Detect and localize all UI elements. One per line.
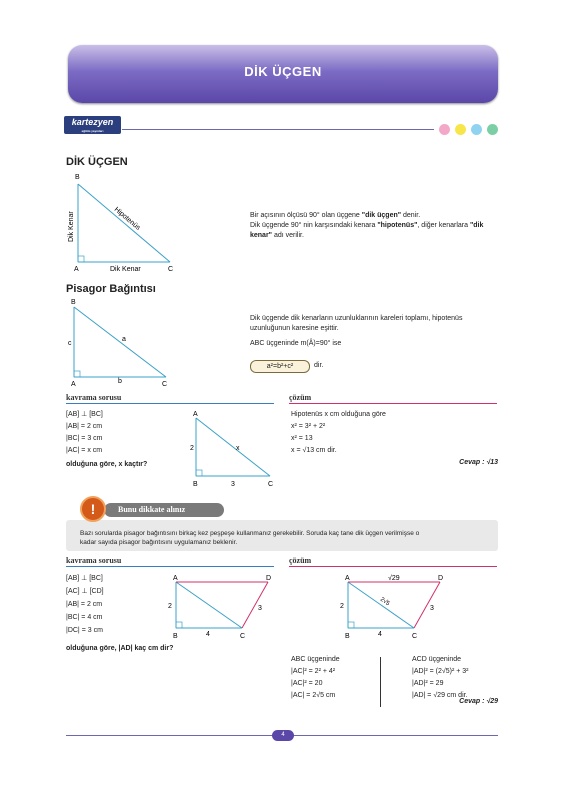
section-title-pisagor: Pisagor Bağıntısı xyxy=(66,283,156,295)
pythagoras-text: Dik üçgende dik kenarların uzunluklarının kareleri toplamı, hipotenüs uzunluğunun karesine eşittir. ABC üçgeninde m(Â)=90° ise xyxy=(250,315,463,347)
accent-dot-yellow xyxy=(455,124,466,135)
s2-answer: Cevap : √29 xyxy=(459,698,498,705)
warning-text: Bazı sorularda pisagor bağıntısını birkaç kez peşpeşe kullanmanız gerekebilir. Soruda kaç tane dik üçgen verilmişse o kadar sayıda pisagor bağıntısını uygulamanız beklenir. xyxy=(80,530,420,546)
vertex-b: B xyxy=(173,633,178,640)
side-ac-label: 2√5 xyxy=(378,596,391,608)
s2-left-steps: ABC üçgeninde |AC|² = 2² + 4² |AC|² = 20 |AC| = 2√5 cm xyxy=(291,656,340,699)
vertex-a: A xyxy=(345,575,350,582)
side-ab-label: 2 xyxy=(340,603,344,610)
q1-givens: [AB] ⊥ [BC] |AB| = 2 cm |BC| = 3 cm |AC| = x cm xyxy=(66,411,103,454)
side-ad-label: √29 xyxy=(388,575,400,582)
leg-label-horizontal: Dik Kenar xyxy=(110,266,141,273)
q2-question: olduğuna göre, |AD| kaç cm dir? xyxy=(66,645,174,652)
vertex-d: D xyxy=(438,575,444,582)
solution-divider xyxy=(380,657,381,707)
solution-tag: çözüm xyxy=(289,393,497,404)
vertex-a: A xyxy=(74,266,79,273)
vertex-c: C xyxy=(240,633,246,640)
side-ab-label: 2 xyxy=(168,603,172,610)
side-cd-label: 3 xyxy=(258,605,262,612)
vertex-b: B xyxy=(71,299,76,306)
vertex-b: B xyxy=(193,481,198,488)
exclamation-icon: ! xyxy=(80,496,106,522)
s1-steps: Hipotenüs x cm olduğuna göre x² = 3² + 2² x² = 13 x = √13 cm dir. xyxy=(291,411,386,454)
page-number: 4 xyxy=(272,730,294,741)
right-triangle-figure xyxy=(62,170,192,280)
s1-answer: Cevap : √13 xyxy=(459,459,498,466)
side-ab-label: 2 xyxy=(190,445,194,452)
formula-suffix: dir. xyxy=(314,362,324,369)
side-b-label: b xyxy=(118,378,122,385)
vertex-a: A xyxy=(193,411,198,418)
accent-dot-green xyxy=(487,124,498,135)
page-title: DİK ÜÇGEN xyxy=(244,64,322,79)
q1-question: olduğuna göre, x kaçtır? xyxy=(66,461,148,468)
q2-quadrilateral-figure xyxy=(166,572,278,642)
section-title-dik-ucgen: DİK ÜÇGEN xyxy=(66,156,128,168)
pythagoras-triangle-figure xyxy=(62,297,182,389)
warning-title: Bunu dikkate alınız xyxy=(104,503,224,517)
vertex-a: A xyxy=(71,381,76,388)
accent-dot-blue xyxy=(471,124,482,135)
solution-tag-2: çözüm xyxy=(289,556,497,567)
side-bc-label: 4 xyxy=(206,631,210,638)
side-bc-label: 4 xyxy=(378,631,382,638)
vertex-c: C xyxy=(268,481,274,488)
q2-givens: [AB] ⊥ [BC] [AC] ⊥ [CD] |AB| = 2 cm |BC| = 4 cm |DC| = 3 cm xyxy=(66,575,104,634)
formula-box: a²=b²+c² xyxy=(250,360,310,373)
vertex-c: C xyxy=(162,381,168,388)
publisher-logo: kartezyen eğitim yayınları xyxy=(64,116,121,134)
header-divider xyxy=(122,129,434,130)
side-a-label: a xyxy=(122,336,126,343)
side-ac-label: x xyxy=(236,445,240,452)
vertex-a: A xyxy=(173,575,178,582)
leg-label-vertical: Dik Kenar xyxy=(68,211,75,242)
side-cd-label: 3 xyxy=(430,605,434,612)
vertex-d: D xyxy=(266,575,272,582)
s2-quadrilateral-figure xyxy=(336,572,452,642)
vertex-b: B xyxy=(75,174,80,181)
accent-dot-pink xyxy=(439,124,450,135)
q1-triangle-figure xyxy=(186,408,282,490)
question-tag-2: kavrama sorusu xyxy=(66,556,274,567)
definition-text: Bir açısının ölçüsü 90° olan üçgene "dik üçgen" denir. Dik üçgende 90° nin karşısındaki kenara "hipotenüs", diğer kenarlara "dik kenar" adı verilir. xyxy=(250,212,484,239)
side-c-label: c xyxy=(68,340,72,347)
vertex-b: B xyxy=(345,633,350,640)
side-bc-label: 3 xyxy=(231,481,235,488)
question-tag: kavrama sorusu xyxy=(66,393,274,404)
vertex-c: C xyxy=(168,266,174,273)
s2-right-steps: ACD üçgeninde |AD|² = (2√5)² + 3² |AD|² = 29 |AD| = √29 cm dir. xyxy=(412,656,469,699)
hypotenuse-label: Hipotenüs xyxy=(112,206,142,232)
vertex-c: C xyxy=(412,633,418,640)
